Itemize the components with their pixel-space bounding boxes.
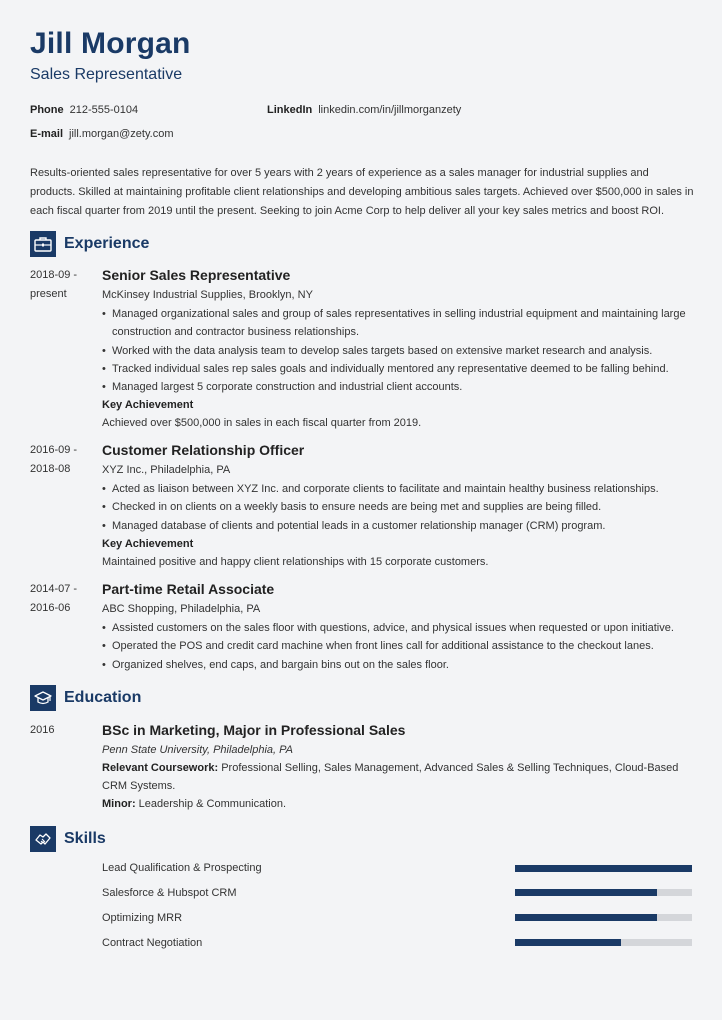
- job-bullet: • Managed database of clients and potential leads in a customer relationship manager (CRM) program.: [102, 517, 697, 535]
- briefcase-icon: [30, 231, 56, 257]
- education-date: 2016: [30, 724, 55, 736]
- skill-bar-fill: [515, 889, 657, 896]
- skills-title: Skills: [64, 830, 106, 847]
- minor-value: Leadership & Communication.: [138, 798, 287, 810]
- linkedin-value[interactable]: linkedin.com/in/jillmorganzety: [318, 104, 462, 116]
- key-achievement-label: Key Achievement: [102, 399, 194, 412]
- key-achievement-text: Achieved over $500,000 in sales in each fiscal quarter from 2019.: [102, 417, 422, 430]
- job-bullet: • Managed largest 5 corporate construction and industrial client accounts.: [102, 378, 697, 396]
- job-bullets: [102, 480, 697, 535]
- job-bullet: • Worked with the data analysis team to develop sales targets based on extensive market research and analysis.: [102, 342, 697, 360]
- job-bullets: [102, 305, 697, 396]
- skill-bar-fill: [515, 865, 692, 872]
- linkedin-label: LinkedIn: [267, 104, 313, 116]
- coursework-line: [102, 759, 697, 795]
- job-bullets: [102, 619, 697, 674]
- job-date: [30, 580, 100, 618]
- skill-bar: [515, 939, 692, 946]
- job-date: [30, 441, 100, 479]
- experience-title: Experience: [64, 235, 150, 252]
- email-value[interactable]: jill.morgan@zety.com: [69, 128, 174, 140]
- candidate-name: Jill Morgan: [30, 27, 191, 60]
- key-achievement-text: Maintained positive and happy client relationships with 15 corporate customers.: [102, 555, 489, 568]
- minor-line: [102, 795, 697, 813]
- phone-value: 212-555-0104: [69, 104, 139, 116]
- candidate-role: Sales Representative: [30, 66, 183, 83]
- contact-email: [30, 128, 174, 140]
- job-bullet: • Managed organizational sales and group of sales representatives in selling industrial equipment and maintaining large construction and contractor business relationships.: [102, 305, 697, 342]
- job-bullet: • Tracked individual sales rep sales goals and individually mentored any representative deemed to be falling behind.: [102, 360, 697, 378]
- job-bullet: • Checked in on clients on a weekly basis to ensure needs are being met and supplies are being filled.: [102, 498, 697, 516]
- job-date: [30, 266, 100, 304]
- job-entry: [102, 265, 697, 433]
- skill-name: Optimizing MRR: [102, 912, 183, 924]
- graduation-cap-icon: [30, 685, 56, 711]
- education-entry: [102, 720, 697, 813]
- education-title: Education: [64, 689, 142, 706]
- skill-bar: [515, 889, 692, 896]
- minor-label: Minor:: [102, 798, 136, 810]
- job-entry: [102, 440, 697, 572]
- job-title: Senior Sales Representative: [102, 267, 291, 283]
- job-company: ABC Shopping, Philadelphia, PA: [102, 603, 261, 615]
- job-bullet: • Assisted customers on the sales floor with questions, advice, and physical issues when requested or upon initiative.: [102, 619, 697, 637]
- job-title: Customer Relationship Officer: [102, 442, 305, 458]
- skill-bar: [515, 914, 692, 921]
- job-bullet: • Acted as liaison between XYZ Inc. and corporate clients to facilitate and maintain healthy business relationships.: [102, 480, 697, 498]
- skills-section-header: [30, 826, 106, 852]
- job-date-start: 2016-09 -: [30, 444, 78, 456]
- job-title: Part-time Retail Associate: [102, 581, 275, 597]
- coursework-label: Relevant Coursework:: [102, 762, 219, 774]
- skill-name: Lead Qualification & Prospecting: [102, 862, 262, 874]
- university-name: Penn State University, Philadelphia, PA: [102, 744, 293, 756]
- handshake-icon: [30, 826, 56, 852]
- job-company: XYZ Inc., Philadelphia, PA: [102, 464, 231, 476]
- job-bullet: • Operated the POS and credit card machine when front lines call for additional assistance to the checkout lanes.: [102, 637, 697, 655]
- job-date-start: 2014-07 -: [30, 583, 78, 595]
- experience-section-header: [30, 231, 149, 257]
- degree-title: BSc in Marketing, Major in Professional Sales: [102, 722, 406, 738]
- job-bullet: • Organized shelves, end caps, and bargain bins out on the sales floor.: [102, 656, 697, 674]
- email-label: E-mail: [30, 128, 64, 140]
- coursework-value: Professional Selling, Sales Management, Advanced Sales & Selling Techniques, Cloud-Based CRM Systems.: [102, 762, 679, 792]
- job-date-end: 2016-06: [30, 602, 71, 614]
- contact-linkedin: [267, 104, 461, 116]
- education-section-header: [30, 685, 141, 711]
- skill-name: Salesforce & Hubspot CRM: [102, 887, 237, 899]
- job-date-end: 2018-08: [30, 463, 71, 475]
- skill-bar-fill: [515, 939, 621, 946]
- contact-phone: [30, 104, 138, 116]
- skill-name: Contract Negotiation: [102, 937, 203, 949]
- phone-label: Phone: [30, 104, 64, 116]
- job-date-start: 2018-09 -: [30, 269, 78, 281]
- skill-bar: [515, 865, 692, 872]
- job-date-end: present: [30, 288, 67, 300]
- job-company: McKinsey Industrial Supplies, Brooklyn, NY: [102, 289, 313, 301]
- skill-bar-fill: [515, 914, 657, 921]
- key-achievement-label: Key Achievement: [102, 537, 194, 550]
- job-entry: [102, 579, 697, 674]
- summary-paragraph: Results-oriented sales representative for over 5 years with 2 years of experience as a sales manager for industrial supplies and products. Skilled at maintaining profitable client relationships and developing ambitious sales targets. Achieved over $500,000 in sales in each fiscal quarter from 2019 until the present. Seeking to join Acme Corp to help deliver all your key sales metrics and boost ROI.: [30, 167, 694, 217]
